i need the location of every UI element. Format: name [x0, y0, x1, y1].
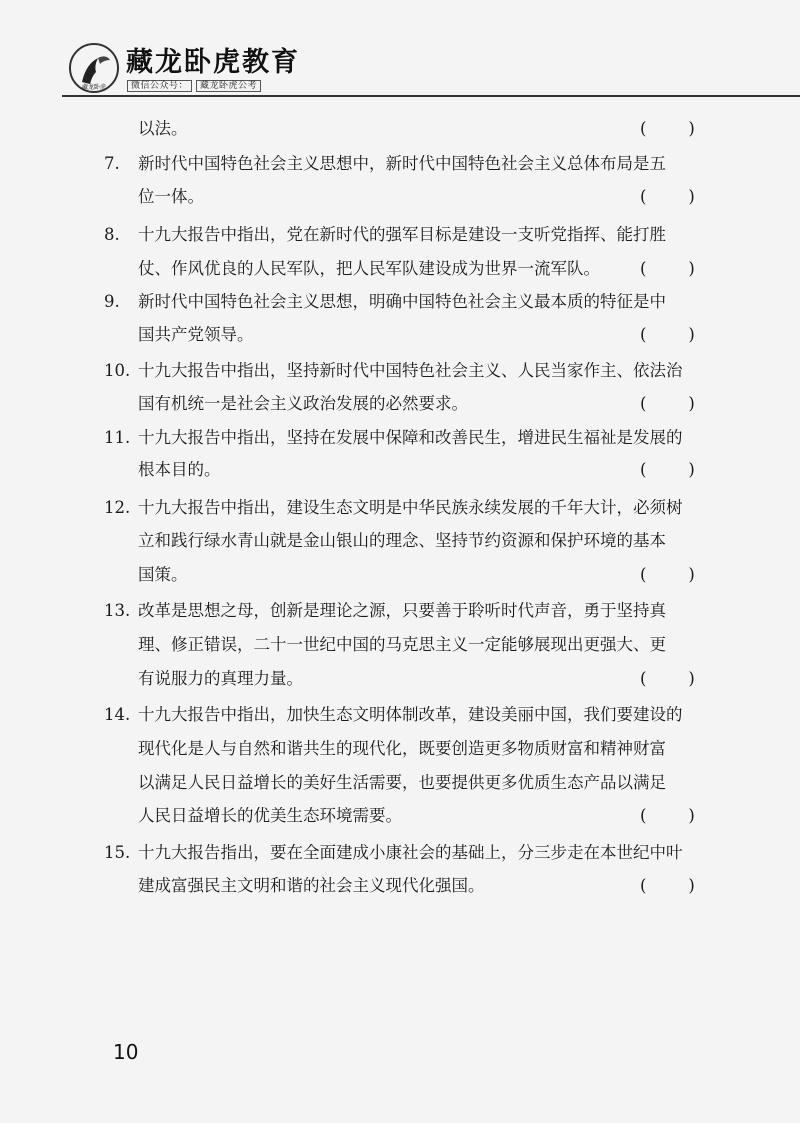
question-line: 十九大报告中指出，加快生态文明体制改革，建设美丽中国，我们要建设的	[138, 705, 683, 724]
wechat-account: 藏龙卧虎公考	[196, 80, 261, 92]
question-line: 新时代中国特色社会主义思想，明确中国特色社会主义最本质的特征是中	[138, 292, 666, 311]
question-line: 新时代中国特色社会主义思想中，新时代中国特色社会主义总体布局是五	[138, 154, 666, 173]
answer-blank[interactable]: ( )	[640, 325, 695, 344]
question-line: 立和践行绿水青山就是金山银山的理念、坚持节约资源和保护环境的基本	[138, 531, 666, 550]
continued-text: 以法。	[138, 119, 188, 138]
answer-blank[interactable]: ( )	[640, 119, 695, 138]
question-number: 13.	[104, 601, 131, 620]
question-number: 8.	[104, 225, 120, 244]
question-line: 国共产党领导。	[138, 325, 254, 344]
question-line: 十九大报告中指出，党在新时代的强军目标是建设一支听党指挥、能打胜	[138, 225, 666, 244]
question-number: 7.	[104, 154, 120, 173]
page-header	[0, 0, 800, 100]
question-line: 根本目的。	[138, 460, 221, 479]
question-line: 改革是思想之母，创新是理论之源，只要善于聆听时代声音，勇于坚持真	[138, 601, 666, 620]
question-line: 国有机统一是社会主义政治发展的必然要求。	[138, 394, 468, 413]
question-line: 十九大报告中指出，坚持新时代中国特色社会主义、人民当家作主、依法治	[138, 361, 683, 380]
answer-blank[interactable]: ( )	[640, 876, 695, 895]
question-number: 15.	[104, 843, 131, 862]
answer-blank[interactable]: ( )	[640, 259, 695, 278]
question-line: 人民日益增长的优美生态环境需要。	[138, 806, 402, 825]
answer-blank[interactable]: ( )	[640, 806, 695, 825]
question-line: 建成富强民主文明和谐的社会主义现代化强国。	[138, 876, 485, 895]
brand-subtitle	[127, 78, 265, 91]
answer-blank[interactable]: ( )	[640, 187, 695, 206]
question-line: 仗、作风优良的人民军队，把人民军队建设成为世界一流军队。	[138, 259, 600, 278]
answer-blank[interactable]: ( )	[640, 394, 695, 413]
question-line: 十九大报告指出，要在全面建成小康社会的基础上，分三步走在本世纪中叶	[138, 843, 683, 862]
brand-title: 藏龙卧虎教育	[126, 47, 300, 78]
question-line: 位一体。	[138, 187, 204, 206]
question-line: 十九大报告中指出，坚持在发展中保障和改善民生，增进民生福祉是发展的	[138, 428, 683, 447]
question-line: 现代化是人与自然和谐共生的现代化，既要创造更多物质财富和精神财富	[138, 739, 666, 758]
question-line: 国策。	[138, 565, 188, 584]
question-number: 9.	[104, 292, 120, 311]
answer-blank[interactable]: ( )	[640, 669, 695, 688]
page-number: 10	[113, 1040, 139, 1064]
logo-text: 藏龙卧虎	[81, 84, 107, 91]
question-line: 理、修正错误，二十一世纪中国的马克思主义一定能够展现出更强大、更	[138, 635, 666, 654]
question-number: 11.	[104, 428, 131, 447]
question-line: 十九大报告中指出，建设生态文明是中华民族永续发展的千年大计，必须树	[138, 498, 683, 517]
answer-blank[interactable]: ( )	[640, 460, 695, 479]
question-line: 有说服力的真理力量。	[138, 669, 303, 688]
crane-logo-icon	[68, 42, 120, 94]
header-divider	[62, 95, 800, 97]
wechat-label: 微信公众号：	[127, 80, 192, 92]
question-number: 12.	[104, 498, 131, 517]
question-number: 14.	[104, 705, 131, 724]
question-number: 10.	[104, 361, 131, 380]
question-line: 以满足人民日益增长的美好生活需要，也要提供更多优质生态产品以满足	[138, 773, 666, 792]
answer-blank[interactable]: ( )	[640, 565, 695, 584]
